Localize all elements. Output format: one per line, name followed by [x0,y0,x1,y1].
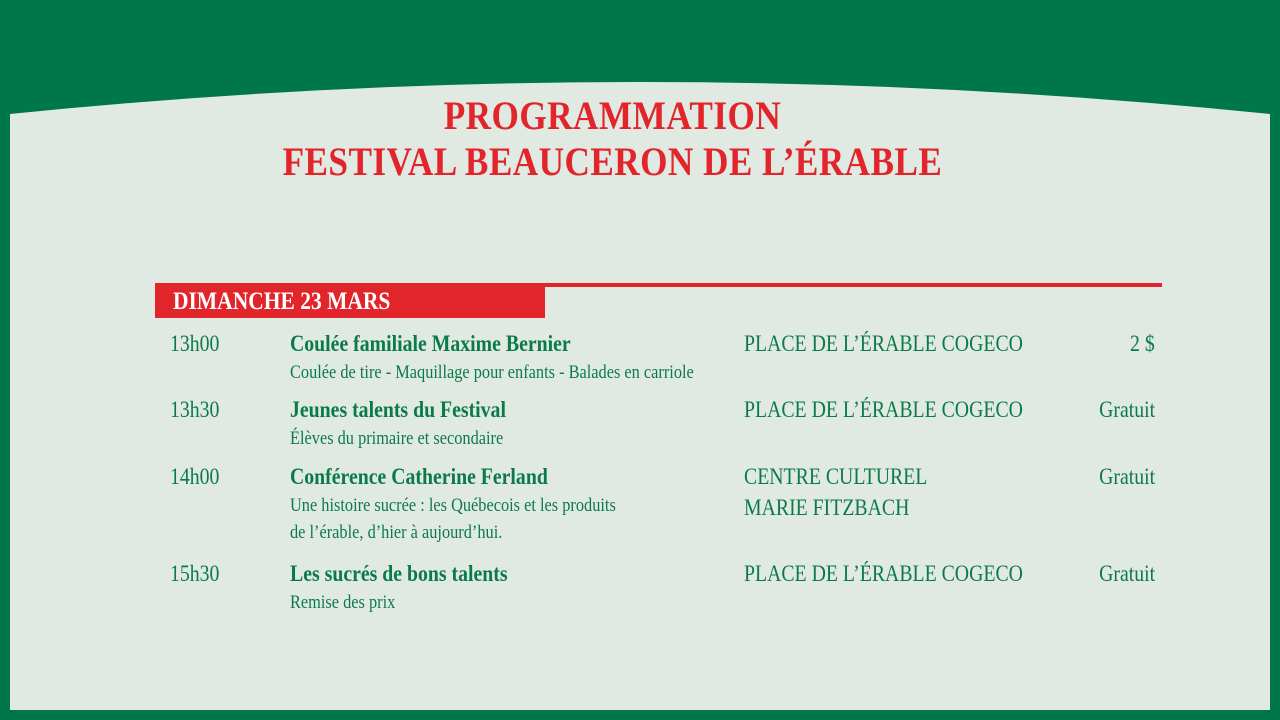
day-label: DIMANCHE 23 MARS [173,288,391,315]
page-title: PROGRAMMATION [443,93,782,138]
event-place-line2: MARIE FITZBACH [744,495,910,520]
event-price: 2 $ [1130,331,1155,356]
event-description: Remise des prix [290,592,396,613]
event-time: 13h30 [170,397,220,422]
event-time: 13h00 [170,331,220,356]
event-name: Jeunes talents du Festival [290,397,506,422]
event-description: Élèves du primaire et secondaire [290,428,504,449]
event-place: PLACE DE L’ÉRABLE COGECO [744,331,1023,356]
event-name: Coulée familiale Maxime Bernier [290,331,571,356]
event-time: 14h00 [170,464,220,489]
event-price: Gratuit [1098,464,1155,489]
event-name: Les sucrés de bons talents [290,561,508,586]
event-place: PLACE DE L’ÉRABLE COGECO [744,561,1023,586]
day-header [155,283,545,318]
festival-title: FESTIVAL BEAUCERON DE L’ÉRABLE [282,139,943,184]
event-place: CENTRE CULTUREL [744,464,928,489]
event-description: Une histoire sucrée : les Québecois et les produits [290,495,616,516]
event-description: Coulée de tire - Maquillage pour enfants - Balades en carriole [290,362,694,383]
event-time: 15h30 [170,561,220,586]
event-description-line2: de l’érable, d’hier à aujourd’hui. [290,522,503,543]
event-price: Gratuit [1098,397,1155,422]
event-place: PLACE DE L’ÉRABLE COGECO [744,397,1023,422]
event-name: Conférence Catherine Ferland [290,464,548,489]
event-price: Gratuit [1098,561,1155,586]
